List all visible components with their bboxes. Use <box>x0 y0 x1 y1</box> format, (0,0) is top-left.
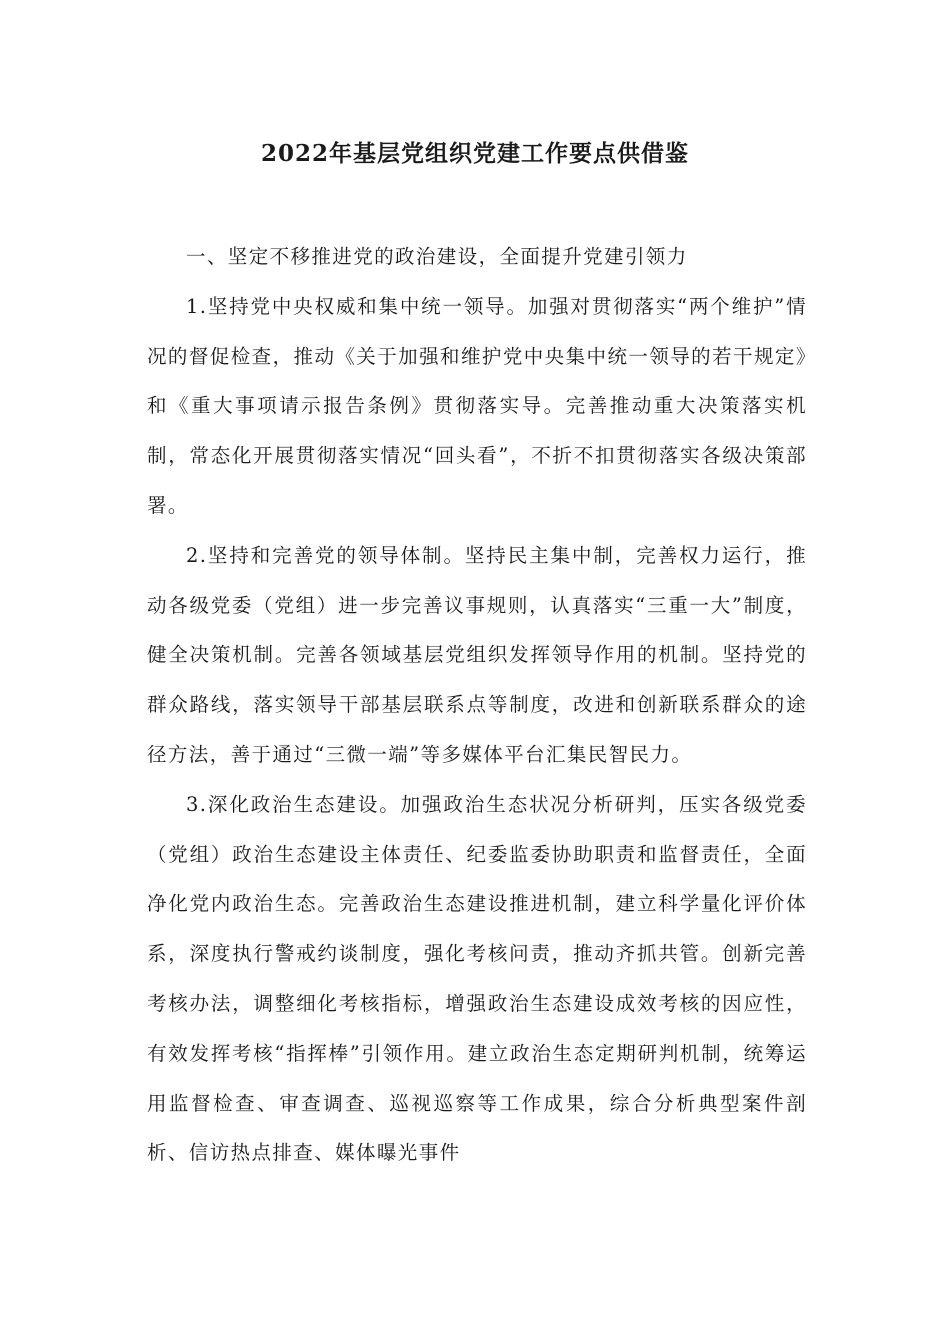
section-heading: 一、坚定不移推进党的政治建设，全面提升党建引领力 <box>186 245 688 268</box>
document-title: 2022年基层党组织党建工作要点供借鉴 <box>260 140 689 167</box>
paragraph-1: 1.坚持党中央权威和集中统一领导。加强对贯彻落实“两个维护”情况的督促检查，推动《关于加强和维护党中央集中统一领导的若干规定》和《重大事项请示报告条例》贯彻落实导。完善推动重大决策落实机制，常态化开展贯彻落实情况“回头看”，不折不扣贯彻落实各级决策部署。 <box>147 294 807 517</box>
paragraph-2: 2.坚持和完善党的领导体制。坚持民主集中制，完善权力运行，推动各级党委（党组）进一步完善议事规则，认真落实“三重一大”制度，健全决策机制。完善各领域基层党组织发挥领导作用的机制。坚持党的群众路线，落实领导干部基层联系点等制度，改进和创新联系群众的途径方法，善于通过“三微一端”等多媒体平台汇集民智民力。 <box>147 543 807 766</box>
document-body <box>147 232 807 1178</box>
paragraph-3: 3.深化政治生态建设。加强政治生态状况分析研判，压实各级党委（党组）政治生态建设主体责任、纪委监委协助职责和监督责任，全面净化党内政治生态。完善政治生态建设推进机制，建立科学量化评价体系，深度执行警戒约谈制度，强化考核问责，推动齐抓共管。创新完善考核办法，调整细化考核指标，增强政治生态建设成效考核的因应性，有效发挥考核“指挥棒”引领作用。建立政治生态定期研判机制，统筹运用监督检查、审查调查、巡视巡察等工作成果，综合分析典型案件剖析、信访热点排查、媒体曝光事件 <box>147 792 807 1165</box>
